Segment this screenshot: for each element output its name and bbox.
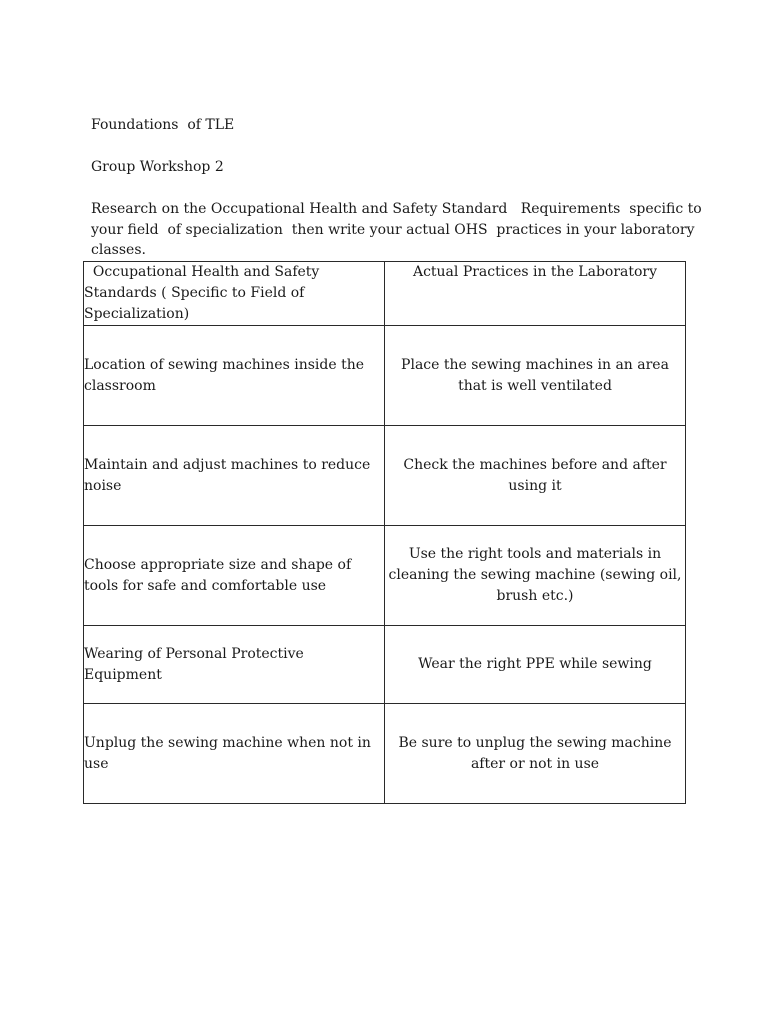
standard-cell: Maintain and adjust machines to reduce noise xyxy=(84,426,385,526)
workshop-title: Group Workshop 2 xyxy=(91,159,224,175)
standard-cell: Location of sewing machines inside the classroom xyxy=(84,326,385,426)
standard-cell: Choose appropriate size and shape of tools for safe and comfortable use xyxy=(84,526,385,626)
practice-cell: Place the sewing machines in an area that is well ventilated xyxy=(385,326,686,426)
table-row xyxy=(84,704,686,804)
header-practices: Actual Practices in the Laboratory xyxy=(385,262,686,326)
instructions-line: Research on the Occupational Health and Safety Standard Requirements specific to xyxy=(91,201,702,217)
practice-cell: Check the machines before and after using it xyxy=(385,426,686,526)
standard-cell: Unplug the sewing machine when not in use xyxy=(84,704,385,804)
table-row xyxy=(84,526,686,626)
practice-cell: Be sure to unplug the sewing machine after or not in use xyxy=(385,704,686,804)
standard-cell: Wearing of Personal Protective Equipment xyxy=(84,626,385,704)
instructions-line: your field of specialization then write your actual OHS practices in your laboratory xyxy=(91,222,695,238)
header-standards: Occupational Health and Safety Standards ( Specific to Field of Specialization) xyxy=(84,262,385,326)
ohs-practices-table xyxy=(83,261,686,804)
table-row xyxy=(84,326,686,426)
table-row xyxy=(84,626,686,704)
instructions-line: classes. xyxy=(91,242,146,258)
course-title: Foundations of TLE xyxy=(91,117,235,133)
table-row xyxy=(84,426,686,526)
table-header-row xyxy=(84,262,686,326)
practice-cell: Use the right tools and materials in cleaning the sewing machine (sewing oil, brush etc.) xyxy=(385,526,686,626)
practice-cell: Wear the right PPE while sewing xyxy=(385,626,686,704)
